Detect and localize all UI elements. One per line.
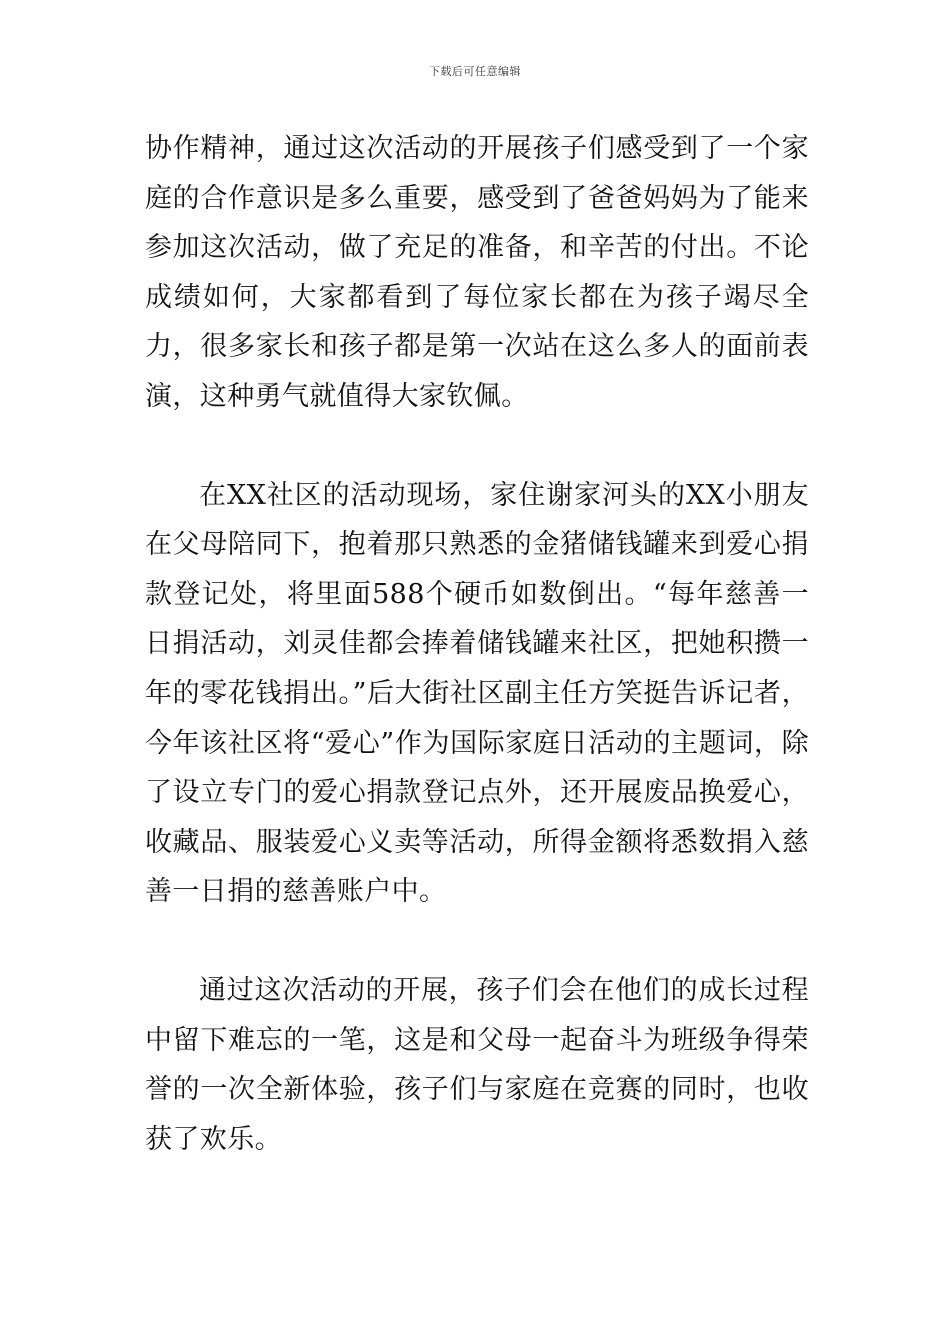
paragraph-conclusion: 通过这次活动的开展，孩子们会在他们的成长过程中留下难忘的一笔，这是和父母一起奋斗为班级争得荣誉的一次全新体验，孩子们与家庭在竞赛的同时，也收获了欢乐。 [145,974,809,1155]
paragraph-community-donation: 在XX社区的活动现场，家住谢家河头的XX小朋友在父母陪同下，抱着那只熟悉的金猪储钱罐来到爱心捐款登记处，将里面588个硬币如数倒出。“每年慈善一日捐活动，刘灵佳都会捧着储钱罐来社区，把她积攒一年的零花钱捐出。”后大街社区副主任方笑挺告诉记者，今年该社区将“爱心”作为国际家庭日活动的主题词，除了设立专门的爱心捐款登记点外，还开展废品换爱心，收藏品、服装爱心义卖等活动，所得金额将悉数捐入慈善一日捐的慈善账户中。 [145,479,809,908]
paragraph-continuation: 协作精神，通过这次活动的开展孩子们感受到了一个家庭的合作意识是多么重要，感受到了爸爸妈妈为了能来参加这次活动，做了充足的准备，和辛苦的付出。不论成绩如何，大家都看到了每位家长都在为孩子竭尽全力，很多家长和孩子都是第一次站在这么多人的面前表演，这种勇气就值得大家钦佩。 [145,133,809,412]
document-body [145,124,809,1164]
page-header-note: 下载后可任意编辑 [429,65,521,78]
